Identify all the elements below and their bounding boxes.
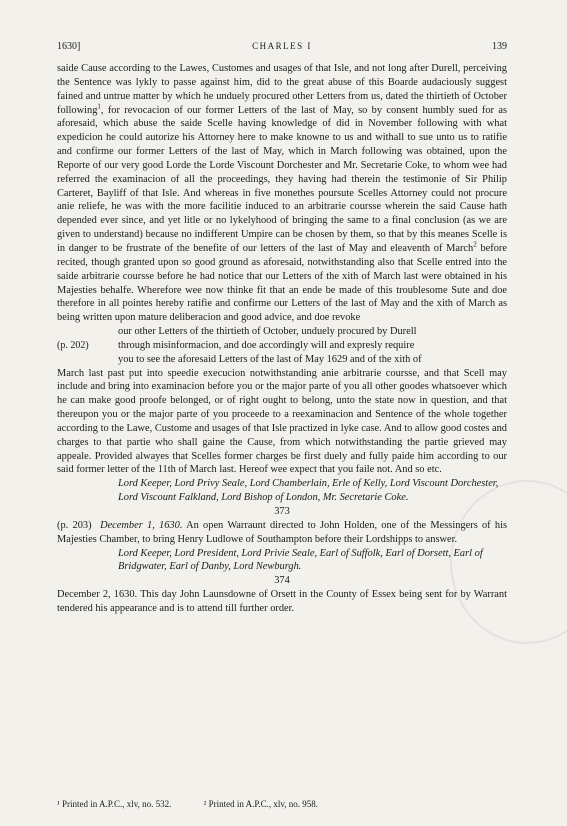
paragraph-text: before recited, though granted upon so good ground as aforesaid, notwithstanding also that Scelle entred into the saide arbitrarie coursse before he had notice that our Letters of the xith of March last were obtained in his Majesties behalfe. Wherefore wee now thinke fit that an ende be made of this troublesome Sute and doe therefore in all pointes hereby ratifie and confirme our Letters of the last of May and the xith of March as being written upon mature deliberacion and good advice, and doe revoke [57,242,508,324]
running-header [57,41,507,55]
entry-number: 374 [274,575,290,587]
footnote-ref: 2 [473,240,477,249]
entry-paragraph [57,519,507,547]
signatories: Lord Keeper, Lord Privy Seale, Lord Chamberlain, Erle of Kelly, Lord Viscount Dorchester, Lord Viscount Falkland, Lord Bishop of London, Mr. Secretarie Coke. [118,478,499,504]
header-title: CHARLES I [252,41,312,51]
inset-line: you to see the aforesaid Letters of the last of May 1629 and of the xith of [118,353,422,365]
paragraph-main [57,62,507,325]
paragraph-text: saide Cause according to the Lawes, Customes and usages of that Isle, and not long after Durell, perceiving the Sentence was lykly to passe against him, did to the great abuse of this Boarde audaciously suggest fained and untrue matter by which he unduely procured other Letters from us, dated the thirtieth of October following [57,63,507,116]
page-number: 139 [492,41,507,52]
margin-note: (p. 202) [57,339,89,351]
signatories: Lord Keeper, Lord President, Lord Privie Seale, Earl of Suffolk, Earl of Dorsett, Earl of Bridgwater, Earl of Danby, Lord Newburgh. [118,547,483,573]
footnote: ¹ Printed in A.P.C., xlv, no. 532. [57,799,172,809]
footnote-ref: 1 [97,102,101,111]
margin-page-ref: (p. 203) [57,519,92,531]
document-body [57,62,507,616]
entry-paragraph: December 2, 1630. This day John Launsdowne of Orsett in the County of Essex being sent for by Warrant tendered his appearance and is to attend till further order. [57,589,507,614]
paragraph-continued: March last past put into speedie execucion notwithstanding anie arbitrarie coursse, and that Scell may include and bring into examinacion before you or the major parte of you all other goodes whatsoever which he can make good proofe belonged, or of right ought to belong, unto the state now in question, and that thereupon you or the major parte of you proceede to a reexaminacion and Sentence of the whole together according to the Lawe, Custome and usages of that Isle practized in lyke case. And to allow good costes and charges to that partie who shall gaine the Cause, from which notwithstanding the partie grieved may appeale. Provided alwayes that Scelles former charges be first duely and fully paide him according to our said former letter of the 11th of March last. Hereof wee expect that you faile not. And so etc. [57,367,507,476]
entry-date: December 1, 1630. [100,519,183,531]
paragraph-text: , for revocacion of our former Letters of the last of May, so by consent humbly sued for as aforesaid, which abuse the saide Scelle having knowledge of did in November following with what expedicion he could autorize his Attorney here to make knowne to us and withall to sue unto us to ratifie and confirme our former Letters of the last of May, which in March following was obtained, upon the Reporte of our very good Lorde the Lorde Viscount Dorchester and Mr. Secretarie Coke, to whom wee had referred the examinacion of all the proceedings, they having had therein the testimonie of Sir Philip Carteret, Bayliff of that Isle. And whereas in five monethes poursute Scelles Attorney could not procure anie reliefe, he was with the more facilitie induced to an arbitrarie coursse wherein the said Cause hath depended ever since, and yet litle or no lykelyhood of bringing the same to a final conclusion (as we are given to understand) because no indifferent Umpire can be chosen by them, so that by this meanes Scelle is in danger to be frustrate of the benefite of our letters of the last of May and eleaventh of March [57,104,507,254]
footnotes [57,799,507,809]
entry-text: An open Warraunt directed to John Holden, one of the Messingers of his Majesties Chamber, to bring Henry Ludlowe of Southampton before their Lordshipps to answer. [57,519,508,545]
margin-block [57,325,507,367]
inset-line: through misinformacion, and doe accordingly will and expresly require [118,339,415,351]
footnote: ² Printed in A.P.C., xlv, no. 958. [203,799,319,809]
inset-line: our other Letters of the thirtieth of October, unduely procured by Durell [118,326,417,338]
entry-number: 373 [274,506,290,517]
header-year: 1630] [57,41,81,52]
margin-note-row [57,339,507,353]
